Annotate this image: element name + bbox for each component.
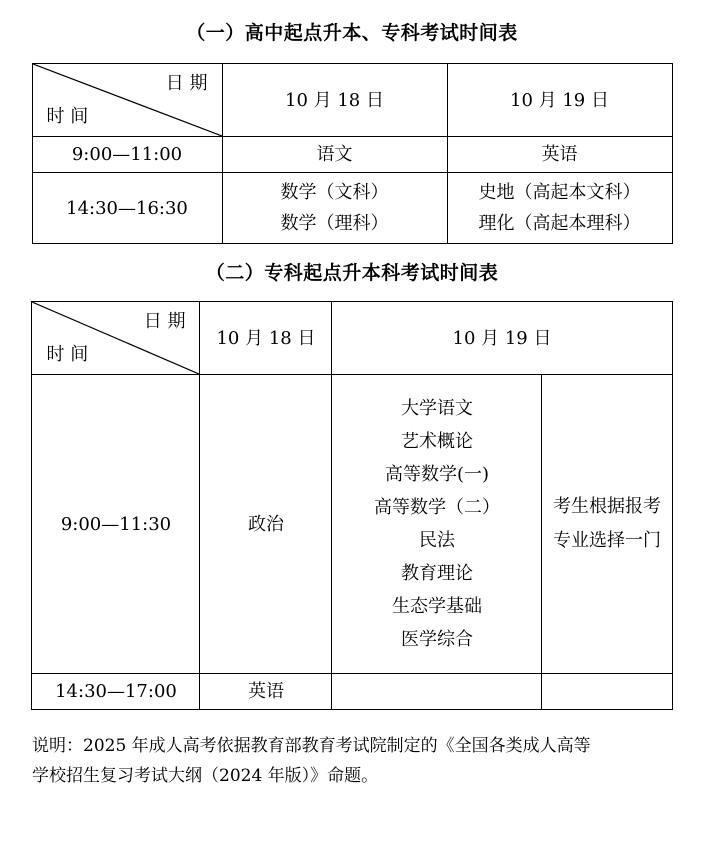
subject-item: 高等数学(一) <box>384 464 489 485</box>
row-subject-list <box>332 375 542 674</box>
row-day-one-subjects <box>222 173 447 244</box>
footnote <box>32 732 672 792</box>
header-day-one: 10 月 18 日 <box>222 64 447 137</box>
header-date-label: 日 期 <box>143 311 186 332</box>
row-day-two-subjects <box>447 173 672 244</box>
table-row <box>32 375 672 674</box>
row-selection-note: 考生根据报考专业选择一门 <box>542 375 672 674</box>
footnote-line-two: 学校招生复习考试大纲（2024 年版）》命题。 <box>32 765 379 786</box>
row-time: 14:30—17:00 <box>32 674 200 710</box>
row-selection-note <box>542 674 672 710</box>
table-row <box>32 674 672 710</box>
row-time: 14:30—16:30 <box>32 173 222 244</box>
section-title-two: （二）专科起点升本科考试时间表 <box>205 262 499 284</box>
subject-item: 理化（高起本理科） <box>478 213 641 234</box>
table-row <box>32 302 672 375</box>
diagonal-header-cell <box>32 64 222 137</box>
subject-item: 教育理论 <box>400 563 473 584</box>
row-subject-list <box>332 674 542 710</box>
subject-item: 医学综合 <box>400 629 473 650</box>
subject-item: 大学语文 <box>400 398 473 419</box>
section-title-one: （一）高中起点升本、专科考试时间表 <box>186 22 518 44</box>
row-time: 9:00—11:30 <box>32 375 200 674</box>
row-day-one-subject: 语文 <box>222 137 447 173</box>
footnote-line-one: 说明：2025 年成人高考依据教育部教育考试院制定的《全国各类成人高等 <box>32 736 591 756</box>
row-day-one-subject: 政治 <box>200 375 332 674</box>
table-row <box>32 64 672 137</box>
subject-item: 数学（理科） <box>280 213 389 234</box>
exam-schedule-table-college <box>31 301 672 710</box>
diagonal-header-cell <box>32 302 200 375</box>
table-row <box>32 137 672 173</box>
subject-item: 艺术概论 <box>400 431 473 452</box>
header-day-two: 10 月 19 日 <box>332 302 672 375</box>
subject-item: 生态学基础 <box>391 596 482 617</box>
header-time-label: 时 间 <box>46 344 89 365</box>
row-day-one-subject: 英语 <box>200 674 332 710</box>
exam-schedule-table-highschool <box>32 63 673 244</box>
document-page <box>0 18 704 844</box>
header-time-label: 时 间 <box>46 106 89 127</box>
subject-item: 民法 <box>418 530 455 551</box>
subject-item: 数学（文科） <box>280 182 389 203</box>
header-date-label: 日 期 <box>165 73 208 94</box>
subject-item: 史地（高起本文科） <box>478 182 641 203</box>
table-row <box>32 173 672 244</box>
row-time: 9:00—11:00 <box>32 137 222 173</box>
subject-item: 高等数学（二） <box>373 497 500 518</box>
header-day-two: 10 月 19 日 <box>447 64 672 137</box>
header-day-one: 10 月 18 日 <box>200 302 332 375</box>
row-day-two-subject: 英语 <box>447 137 672 173</box>
